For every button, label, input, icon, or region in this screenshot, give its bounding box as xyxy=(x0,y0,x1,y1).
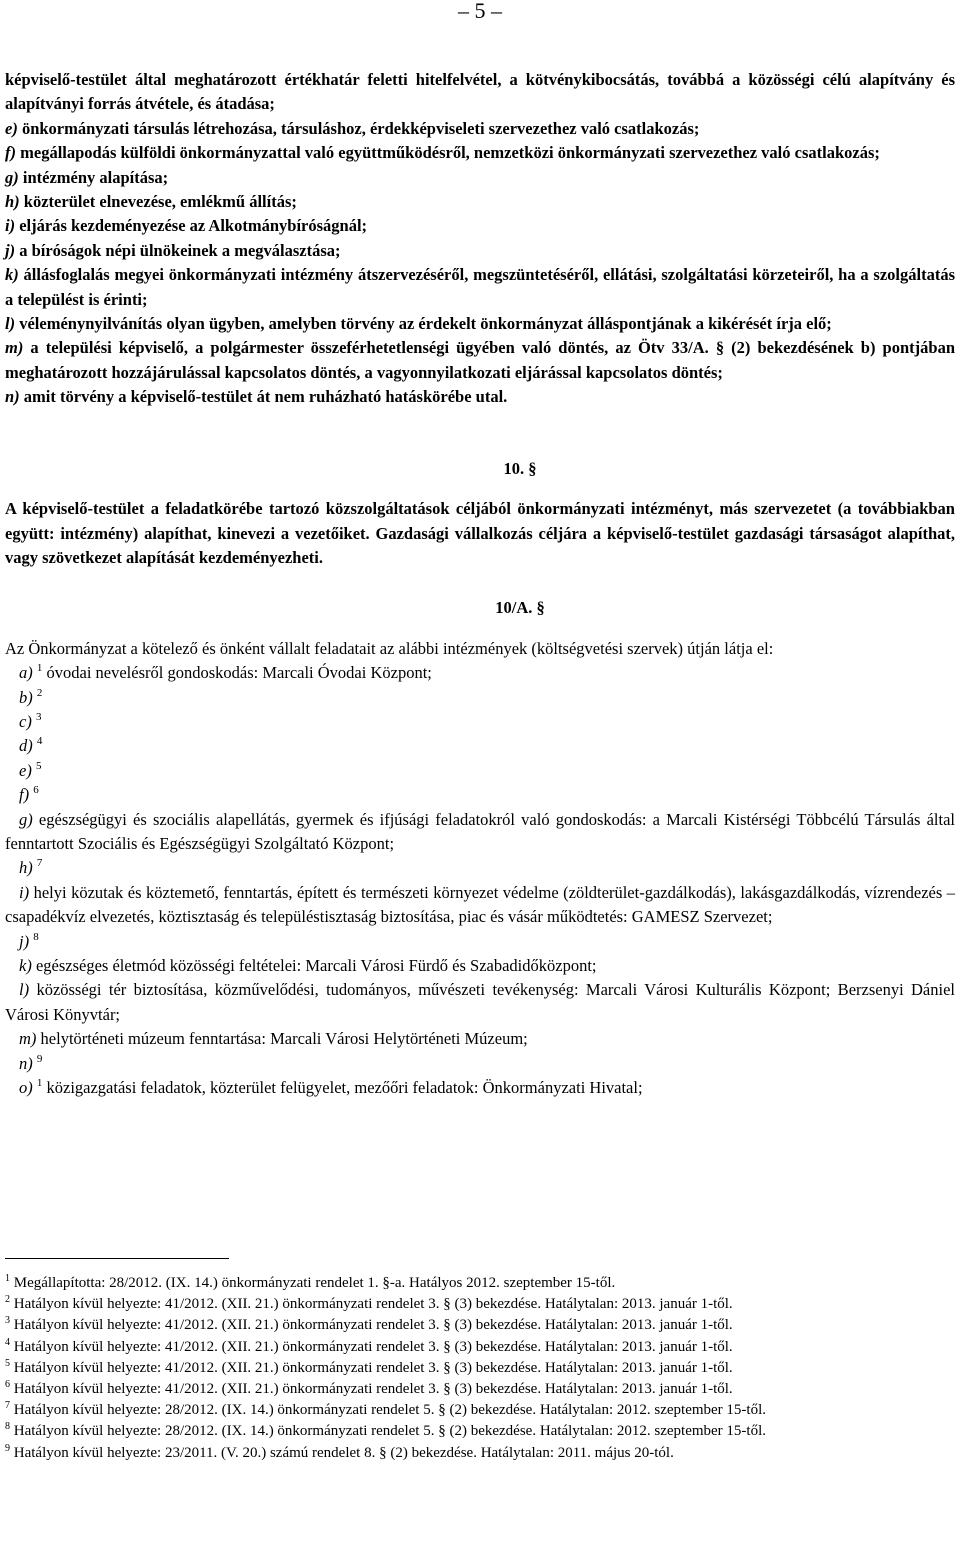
institution-list xyxy=(5,661,955,1100)
footnote-ref[interactable]: 9 xyxy=(36,1052,43,1065)
list-item-label: h) xyxy=(19,858,33,878)
footnote-text: Hatályon kívül helyezte: 23/2011. (V. 20.) számú rendelet 8. § (2) bekezdése. Hatálytalan: 2011. május 20-tól. xyxy=(10,1444,674,1461)
list-item-label: g) xyxy=(19,809,33,829)
paragraph-m: m) a települési képviselő, a polgármester összeférhetetlenségi ügyében való döntés, az Ötv 33/A. § (2) bekezdésének b) pontjában meghatározott hozzájárulással kapcsolatos döntés, a vagyonnyilatkozati eljárással kapcsolatos döntés; xyxy=(5,338,955,382)
footnote xyxy=(5,1337,955,1358)
footnotes xyxy=(5,1258,955,1464)
footnote-ref[interactable]: 1 xyxy=(36,662,43,675)
list-item xyxy=(5,710,955,734)
list-letter: i) xyxy=(5,216,16,236)
footnote-text: Hatályon kívül helyezte: 41/2012. (XII. 21.) önkormányzati rendelet 3. § (3) bekezdése. Hatálytalan: 2013. január 1-től. xyxy=(10,1338,733,1355)
section-10a-intro: Az Önkormányzat a kötelező és önként vállalt feladatait az alábbi intézmények (költségvetési szervek) útján látja el: xyxy=(5,638,774,658)
footnote xyxy=(5,1421,955,1442)
list-item-label: o) xyxy=(19,1078,33,1098)
paragraph-j: j) a bíróságok népi ülnökeinek a megválasztása; xyxy=(5,240,341,260)
section-10-heading: 10. § xyxy=(503,458,537,478)
footnote-ref[interactable]: 3 xyxy=(35,710,42,723)
footnote-number: 9 xyxy=(5,1442,10,1454)
paragraph-n: n) amit törvény a képviselő-testület át nem ruházható hatáskörébe utal. xyxy=(5,387,508,407)
footnote-ref[interactable]: 2 xyxy=(36,686,43,699)
footnote-number: 2 xyxy=(5,1294,10,1306)
list-item xyxy=(5,856,955,880)
list-item-text: közösségi tér biztosítása, közművelődési, tudományos, művészeti tevékenység: Marcali Városi Kulturális Központ; Berzsenyi Dániel Városi Könyvtár; xyxy=(5,980,955,1024)
footnote-number: 4 xyxy=(5,1336,10,1348)
list-item-label: j) xyxy=(19,931,30,951)
footnote-number: 7 xyxy=(5,1400,10,1412)
footnote-ref[interactable]: 5 xyxy=(35,759,42,772)
list-item-label: f) xyxy=(19,785,30,805)
list-letter: l) xyxy=(5,314,16,334)
document-body xyxy=(5,68,955,1100)
footnote-number: 5 xyxy=(5,1357,10,1369)
list-item-text: egészséges életmód közösségi feltételei: Marcali Városi Fürdő és Szabadidőközpont; xyxy=(35,956,597,975)
footnote xyxy=(5,1273,955,1294)
footnote xyxy=(5,1294,955,1315)
list-item xyxy=(5,1027,955,1051)
paragraph-e: e) önkormányzati társulás létrehozása, társuláshoz, érdekképviseleti szervezethez való csatlakozás; xyxy=(5,118,700,138)
footnote-text: Megállapította: 28/2012. (IX. 14.) önkormányzati rendelet 1. §-a. Hatályos 2012. szeptember 15-től. xyxy=(10,1275,616,1291)
footnote xyxy=(5,1379,955,1400)
list-letter: e) xyxy=(5,118,18,138)
footnote-number: 1 xyxy=(5,1273,10,1284)
footnote-ref[interactable]: 7 xyxy=(36,857,43,870)
list-item-text: helytörténeti múzeum fenntartása: Marcali Városi Helytörténeti Múzeum; xyxy=(40,1029,528,1049)
list-item-label: b) xyxy=(19,687,33,707)
footnote-text: Hatályon kívül helyezte: 28/2012. (IX. 14.) önkormányzati rendelet 5. § (2) bekezdése. Hatálytalan: 2012. szeptember 15-től. xyxy=(10,1402,767,1419)
list-letter: g) xyxy=(5,167,19,187)
list-item xyxy=(5,734,955,758)
list-item-text: helyi közutak és köztemető, fenntartás, épített és természeti környezet védelme (zöldterület-gazdálkodás), lakásgazdálkodás, vízrendezés – csapadékvíz elvezetés, köztisztaság és településtisztaság biztosítása, piac és vásár működtetés: GAMESZ Szervezet; xyxy=(5,882,956,927)
list-letter: k) xyxy=(5,265,19,285)
list-item-label: k) xyxy=(19,956,32,975)
list-item-text: óvodai nevelésről gondoskodás: Marcali Óvodai Központ; xyxy=(46,663,432,683)
footnote-text: Hatályon kívül helyezte: 41/2012. (XII. 21.) önkormányzati rendelet 3. § (3) bekezdése. Hatálytalan: 2013. január 1-től. xyxy=(10,1359,733,1376)
footnote-number: 3 xyxy=(5,1315,10,1327)
footnote-ref[interactable]: 8 xyxy=(33,930,39,943)
list-item-label: i) xyxy=(19,882,30,902)
list-letter: h) xyxy=(5,192,20,212)
footnote xyxy=(5,1400,955,1421)
list-item-label: l) xyxy=(19,980,30,1000)
list-item xyxy=(5,783,955,807)
list-item xyxy=(5,930,955,954)
footnote-ref[interactable]: 6 xyxy=(33,784,39,797)
list-item xyxy=(5,686,955,710)
list-letter: m) xyxy=(5,338,24,358)
paragraph-k: k) állásfoglalás megyei önkormányzati intézmény átszervezéséről, megszüntetéséről, ellátási, szolgáltatási körzeteiről, ha a szolgáltatás a települést is érinti; xyxy=(5,265,955,309)
page-number: – 5 – xyxy=(458,0,502,23)
list-item-label: e) xyxy=(19,760,32,780)
list-letter: j) xyxy=(5,240,16,260)
footnote-ref[interactable]: 1 xyxy=(36,1077,43,1090)
footnote-number: 8 xyxy=(5,1421,10,1433)
paragraph-f: f) megállapodás külföldi önkormányzattal való együttműködésről, nemzetközi önkormányzati szervezethez való csatlakozás; xyxy=(5,143,880,163)
paragraph-g: g) intézmény alapítása; xyxy=(5,167,169,187)
list-item-label: d) xyxy=(19,736,33,756)
footnote-list xyxy=(5,1273,955,1464)
footnote-text: Hatályon kívül helyezte: 28/2012. (IX. 14.) önkormányzati rendelet 5. § (2) bekezdése. Hatálytalan: 2012. szeptember 15-től. xyxy=(10,1423,767,1440)
paragraph-l: l) véleménynyilvánítás olyan ügyben, amelyben törvény az érdekelt önkormányzat álláspontjának a kikérését írja elő; xyxy=(5,314,832,334)
footnote xyxy=(5,1443,955,1464)
list-item-text: közigazgatási feladatok, közterület felügyelet, mezőőri feladatok: Önkormányzati Hivatal; xyxy=(46,1078,643,1098)
footnote-separator xyxy=(5,1258,229,1259)
list-letter: n) xyxy=(5,387,20,407)
list-item xyxy=(5,1052,955,1076)
list-item xyxy=(5,808,955,857)
footnote-ref[interactable]: 4 xyxy=(36,735,43,748)
section-10-text: A képviselő-testület a feladatkörébe tartozó közszolgáltatások céljából önkormányzati intézményt, más szervezetet (a továbbiakban együtt: intézmény) alapíthat, kinevezi a vezetőiket. Gazdasági vállalkozás céljára a képviselő-testület gazdasági társaságot alapíthat, vagy szövetkezet alapítását kezdeményezheti. xyxy=(5,499,955,567)
list-item xyxy=(5,661,955,685)
footnote-text: Hatályon kívül helyezte: 41/2012. (XII. 21.) önkormányzati rendelet 3. § (3) bekezdése. Hatálytalan: 2013. január 1-től. xyxy=(10,1381,733,1398)
list-item xyxy=(5,881,955,930)
list-item-label: m) xyxy=(19,1029,37,1049)
list-item-label: c) xyxy=(19,711,32,731)
section-10a-heading: 10/A. § xyxy=(495,598,545,618)
list-item-label: n) xyxy=(19,1053,33,1073)
footnote xyxy=(5,1358,955,1379)
list-item xyxy=(5,978,955,1027)
paragraph-d-continuation: képviselő-testület által meghatározott értékhatár feletti hitelfelvétel, a kötvénykibocsátás, továbbá a közösségi célú alapítvány és alapítványi forrás átvétele, és átadása; xyxy=(5,70,955,114)
list-item-label: a) xyxy=(19,663,33,683)
list-item xyxy=(5,759,955,783)
footnote-text: Hatályon kívül helyezte: 41/2012. (XII. 21.) önkormányzati rendelet 3. § (3) bekezdése. Hatálytalan: 2013. január 1-től. xyxy=(10,1296,733,1313)
paragraph-h: h) közterület elnevezése, emlékmű állítás; xyxy=(5,192,297,212)
footnote-text: Hatályon kívül helyezte: 41/2012. (XII. 21.) önkormányzati rendelet 3. § (3) bekezdése. Hatálytalan: 2013. január 1-től. xyxy=(10,1317,733,1334)
list-item-text: egészségügyi és szociális alapellátás, gyermek és ifjúsági feladatokról való gondoskodás: a Marcali Kistérségi Többcélú Társulás által fenntartott Szociális és Egészségügyi Szolgáltató Központ; xyxy=(5,809,956,853)
list-item xyxy=(5,1076,955,1100)
footnote xyxy=(5,1315,955,1336)
paragraph-i: i) eljárás kezdeményezése az Alkotmánybíróságnál; xyxy=(5,216,368,236)
list-letter: f) xyxy=(5,143,16,163)
powers-list xyxy=(5,68,955,410)
footnote-number: 6 xyxy=(5,1379,10,1391)
list-item xyxy=(5,954,955,978)
